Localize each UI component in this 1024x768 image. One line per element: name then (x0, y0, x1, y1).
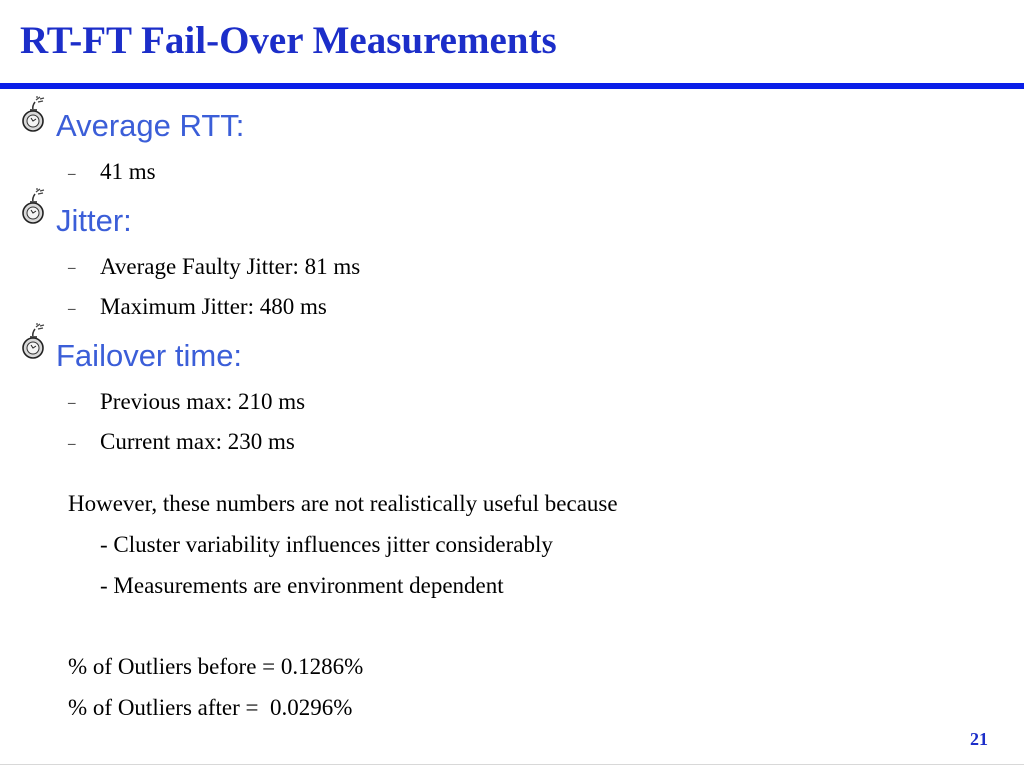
dash-marker: – (68, 166, 76, 182)
page-number: 21 (970, 729, 988, 749)
sub-item-max-jitter: Maximum Jitter: 480 ms (100, 294, 327, 319)
dash-marker: – (68, 260, 76, 276)
sub-item-rtt-value: 41 ms (100, 159, 156, 184)
outliers-before: % of Outliers before = 0.1286% (68, 654, 364, 679)
sub-item-previous-max: Previous max: 210 ms (100, 389, 306, 414)
sub-item-current-max: Current max: 230 ms (100, 429, 295, 454)
sub-item-avg-jitter: Average Faulty Jitter: 81 ms (100, 254, 361, 279)
dash-marker: – (68, 395, 76, 411)
dash-marker: – (68, 436, 76, 452)
bullet-heading-failover-time: Failover time: (56, 338, 243, 373)
slide-title: RT-FT Fail-Over Measurements (20, 19, 557, 62)
bomb-icon (18, 323, 48, 359)
footer-divider (0, 764, 1024, 765)
bullet-heading-average-rtt: Average RTT: (56, 108, 245, 143)
bomb-icon (18, 96, 48, 132)
outliers-after: % of Outliers after = 0.0296% (68, 695, 353, 720)
bullet-heading-jitter: Jitter: (56, 203, 132, 238)
note-reason-2: - Measurements are environment dependent (100, 573, 504, 598)
bomb-icon (18, 188, 48, 224)
note-intro: However, these numbers are not realistically useful because (68, 491, 618, 516)
dash-marker: – (68, 301, 76, 317)
title-divider (0, 83, 1024, 89)
note-reason-1: - Cluster variability influences jitter considerably (100, 532, 553, 557)
